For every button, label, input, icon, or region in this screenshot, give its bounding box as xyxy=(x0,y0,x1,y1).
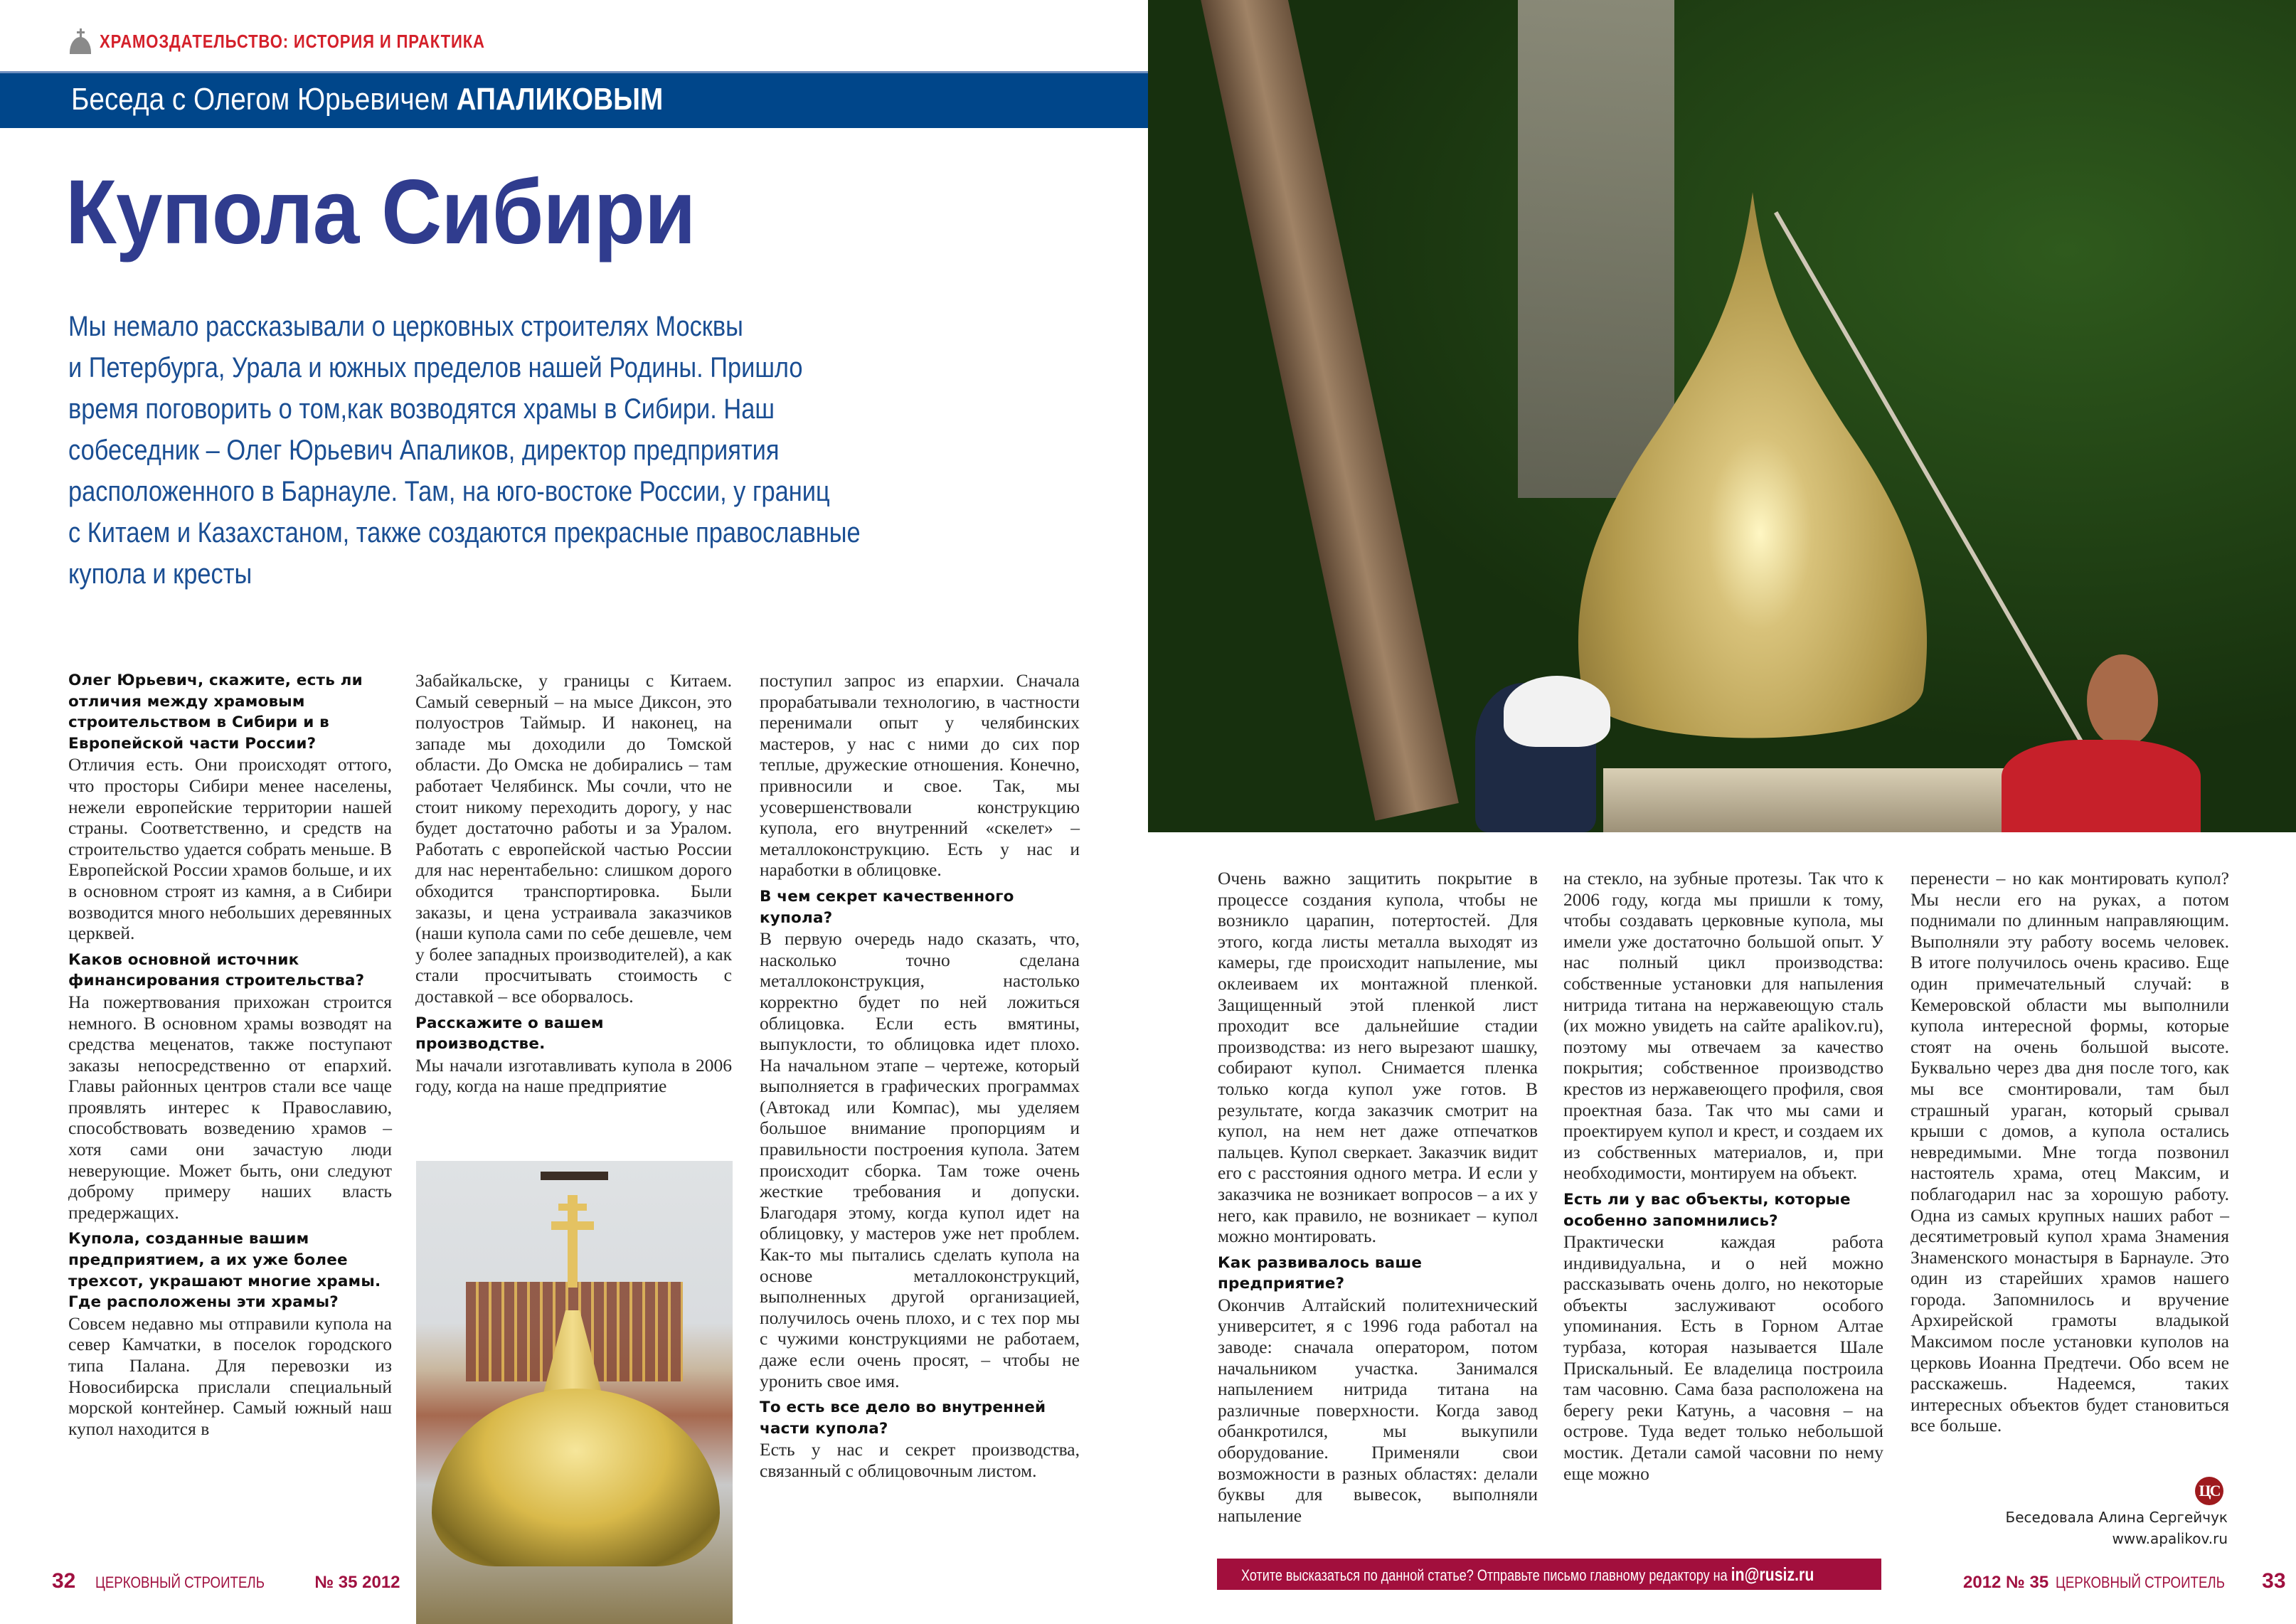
feedback-email[interactable]: in@rusiz.ru xyxy=(1731,1564,1814,1585)
answer: перенести – но как монтировать купол? Мы несли его на руках, а потом поднимали по длинным направляющим. Выполняли эту работу восемь человек. В итоге получилось очень красиво. Еще один примечательный случай: в Кемеровской области мы выполнили купола интересной формы, которые стоят на очень большой высоте. Буквально через два дня после того, как мы все смонтировали, там был страшный ураган, который срывал крыши с домов, а купола остались невредимыми. Мне тогда позвонил настоятель храма, отец Максим, и поблагодарил нас за хорошую работу. Одна из самых крупных наших работ – десятиметровый купол храма Знамения Знаменского монастыря в Барнауле. Это один из старейших храмов нашего города. Запомнилось и вручение Архирейской грамоты владыкой Максимом после установки куполов на церковь Иоанна Предтечи. Обо всем не расскажешь. Надеемся, таких интересных объектов будет становиться все больше. xyxy=(1910,868,2229,1436)
footer-left xyxy=(52,1569,400,1593)
band-surname: АПАЛИКОВЫМ xyxy=(456,82,664,117)
answer: Окончив Алтайский политехнический университет, я с 1996 года работал на заводе: сначала оператором, потом начальником участка. Занимался напылением нитрида титана на различные поверхности. Когда завод обанкротился, мы выкупили оборудование. Применяли свои возможности в разных областях: делали буквы для вывесок, выполняли напыление xyxy=(1218,1294,1538,1526)
text-column-3 xyxy=(760,670,1080,1482)
website-link[interactable]: www.apalikov.ru xyxy=(2112,1530,2228,1547)
question: В чем секрет качественного купола? xyxy=(760,887,1014,927)
answer: Мы начали изготавливать купола в 2006 году, когда на наше предприятие xyxy=(415,1054,732,1097)
answer: Забайкальске, у границы с Китаем. Самый северный – на мысе Диксон, это полуостров Таймыр. И наконец, на западе мы доходили до Томской области. До Омска не добирались – там работает Челябинск. Мы сочли, что не стоит никому переходить дорогу, у нас будет достаточно работы и за Уралом. Работать с европейской частью России для нас нерентабельно: слишком дорого обходится транспортировка. Были заказы, и цена устраивала заказчиков (наши купола сами по себе дешевле, чем у более западных производителей), а как стали просчитывать стоимость с доставкой – все оборвалось. xyxy=(415,670,732,1007)
author-credit: Беседовала Алина Сергейчук xyxy=(2005,1509,2228,1526)
text-column-2 xyxy=(415,670,732,1097)
answer: На пожертвования прихожан строится немного. В основном храмы возводят на средства меценатов, также поступают заказы непосредственно от епархий. Главы районных центров стали все чаще проявлять интерес к Православию, способствовать возведению храмов – хотя сами они зачастую люди неверующие. Может быть, они следуют доброму примеру наших власть предержащих. xyxy=(68,991,392,1223)
dome-lifting-photo xyxy=(416,1161,733,1624)
lead-paragraph xyxy=(68,306,1059,595)
section-header xyxy=(68,28,553,54)
page-number: 32 xyxy=(52,1569,76,1593)
feedback-bar xyxy=(1217,1559,1881,1590)
answer: В первую очередь надо сказать, что, насколько точно сделана металлоконструкция, настолько корректно будет по ней ложиться облицовка. Если есть вмятины, выпуклости, то облицовка идет плохо. На начальном этапе – чертеже, который выполняется в графических программах (Автокад или Компас), мы уделяем большое внимание пропорциям и правильности построения купола. Затем происходит сборка. Там тоже очень жесткие требования и допуски. Благодаря этому, когда купол идет на облицовку, у мастеров уже нет проблем. Как-то мы пытались сделать купола на основе металлоконструкций, выполненных другой организацией, получилось очень плохо, и с тех пор мы с чужими конструкциями не работаем, даже если очень просят, – чтобы не уронить свое имя. xyxy=(760,928,1080,1391)
question: То есть все дело во внутренней части купола? xyxy=(760,1399,1046,1438)
answer: Отличия есть. Они происходят оттого, что просторы Сибири менее населены, нежели европейские территории нашей страны. Соответственно, и средств на строительство удается собрать меньше. В Европейской России храмов больше, и их в основном строят из камня, а в Сибири возводится много небольших деревянных церквей. xyxy=(68,754,392,944)
question: Расскажите о вашем производстве. xyxy=(415,1014,604,1054)
issue-number: № 35 2012 xyxy=(314,1573,400,1592)
question: Купола, созданные вашим предприятием, а их уже более трехсот, украшают многие храмы. Где расположены эти храмы? xyxy=(68,1230,381,1312)
band-text xyxy=(71,82,663,117)
answer: на стекло, на зубные протезы. Так что к 2006 году, когда мы пришли к тому, чтобы создавать церковные купола, мы имели уже достаточно большой опыт. У нас полный цикл производства: собственные установки для напыления нитрида титана на нержавеющую сталь (их можно увидеть на сайте apalikov.ru), поэтому мы отвечаем за качество покрытия; собственное производство крестов из нержавеющего профиля, своя проектная база. Так что мы сами и проектируем купол и крест, и создаем их из собственных материалов, и, при необходимости, монтируем на объект. xyxy=(1563,868,1883,1184)
question: Каков основной источник финансирования строительства? xyxy=(68,950,365,990)
page-number: 33 xyxy=(2262,1569,2286,1593)
question: Олег Юрьевич, скажите, есть ли отличия между храмовым строительством в Сибири и в Европейской части России? xyxy=(68,672,363,753)
article-title: Купола Сибири xyxy=(65,161,696,263)
lead-line: расположенного в Барнауле. Там, на юго-востоке России, у границ xyxy=(68,476,830,507)
feedback-text: Хотите высказаться по данной статье? Отправьте письмо главному редактору на xyxy=(1241,1566,1728,1584)
lead-line: с Китаем и Казахстаном, также создаются прекрасные православные xyxy=(68,517,861,548)
dome-installation-photo xyxy=(1148,0,2296,832)
magazine-name: ЦЕРКОВНЫЙ СТРОИТЕЛЬ xyxy=(2056,1573,2226,1591)
answer: Очень важно защитить покрытие в процессе создания купола, чтобы не возникло царапин, потертостей. Для этого, когда листы металла выходят из камеры, где происходит напыление, мы оклеиваем их монтажной пленкой. Защищенный этой пленкой лист проходит все дальнейшие стадии производства: из него вырезают шашку, собирают купол. Снимается пленка только когда купол уже готов. В результате, когда заказчик смотрит на купол, на нем нет даже отпечатков пальцев. Купол сверкает. Заказчик видит его с расстояния одного метра. И если у заказчика не возникает вопросов – а их у него, как правило, не возникает – купол можно монтировать. xyxy=(1218,868,1538,1247)
section-title: ХРАМОЗДАТЕЛЬСТВО: ИСТОРИЯ И ПРАКТИКА xyxy=(100,30,485,52)
text-column-5 xyxy=(1563,868,1883,1484)
signature xyxy=(1920,1507,2228,1549)
text-column-6 xyxy=(1910,868,2229,1436)
band-prefix: Беседа с Олегом Юрьевичем xyxy=(71,82,449,117)
answer: поступил запрос из епархии. Сначала прорабатывали технологию, в частности перенимали опыт у челябинских мастеров, у нас с ними до сих пор теплые, дружеские отношения. Конечно, привносили и свое. Так, мы усовершенствовали конструкцию купола, его внутренний «скелет» – металлоконструкцию. Есть у нас и наработки в облицовке. xyxy=(760,670,1080,881)
answer: Практически каждая работа индивидуальна, и о ней можно рассказывать очень долго, но некоторые объекты заслуживают особого упоминания. Есть в Горном Алтае турбаза, которая называется Шале Прискальный. Ее владелица построила там часовню. Сама база расположена на берегу реки Катунь, а часовня – на острове. Туда ведет только небольшой мостик. Детали самой часовни по нему еще можно xyxy=(1563,1231,1883,1484)
answer: Есть у нас и секрет производства, связанный с облицовочным листом. xyxy=(760,1439,1080,1481)
magazine-name: ЦЕРКОВНЫЙ СТРОИТЕЛЬ xyxy=(95,1573,265,1591)
lead-line: собеседник – Олег Юрьевич Апаликов, директор предприятия xyxy=(68,435,780,466)
lead-line: время поговорить о том,как возводятся храмы в Сибири. Наш xyxy=(68,393,775,425)
lead-line: Мы немало рассказывали о церковных строителях Москвы xyxy=(68,311,743,342)
answer: Совсем недавно мы отправили купола на север Камчатки, в поселок городского типа Палана. Для перевозки из Новосибирска прислали специальный морской контейнер. Самый южный наш купол находится в xyxy=(68,1312,392,1439)
question: Как развивалось ваше предприятие? xyxy=(1218,1253,1423,1293)
lead-line: и Петербурга, Урала и южных пределов нашей Родины. Пришло xyxy=(68,352,803,383)
interview-band xyxy=(0,71,1148,128)
lead-line: купола и кресты xyxy=(68,558,253,590)
footer-right xyxy=(1963,1569,2286,1593)
church-dome-icon xyxy=(68,28,92,54)
text-column-4 xyxy=(1218,868,1538,1526)
text-column-1 xyxy=(68,670,392,1439)
magazine-logo-icon: ЦС xyxy=(2195,1477,2223,1505)
issue-number: 2012 № 35 xyxy=(1963,1573,2049,1592)
question: Есть ли у вас объекты, которые особенно запомнились? xyxy=(1563,1190,1851,1230)
